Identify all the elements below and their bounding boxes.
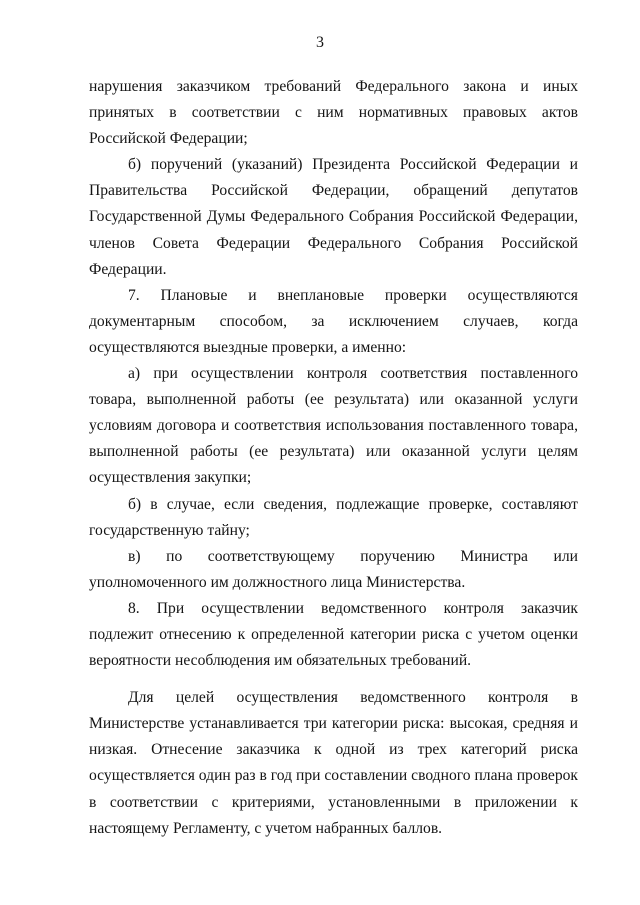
paragraph-item-b-state-secret: б) в случае, если сведения, подлежащие проверке, составляют государственную тайну;	[89, 495, 578, 539]
paragraph-7-inspections: 7. Плановые и внеплановые проверки осуществляются документарным способом, за исключением случаев, когда осуществляются выездные проверки, а именно:	[89, 286, 578, 356]
page-number: 3	[316, 34, 324, 51]
paragraph-item-a-control: а) при осуществлении контроля соответствия поставленного товара, выполненной работы (ее результата) или оказанной услуги условиям договора и соответствия использования поставленного товара, выполненной работы (ее результата) или оказанной услуги целям осуществления закупки;	[89, 365, 578, 487]
paragraph-8-risk-category: 8. При осуществлении ведомственного контроля заказчик подлежит отнесению к определенной категории риска с учетом оценки вероятности несоблюдения им обязательных требований.	[89, 599, 578, 670]
paragraph-item-b-instructions: б) поручений (указаний) Президента Российской Федерации и Правительства Российской Федерации, обращений депутатов Государственной Думы Федерального Собрания Российской Федерации, членов Совета Федерации Федерального Собрания Российской Федерации.	[89, 156, 578, 278]
paragraph-item-v-minister-order: в) по соответствующему поручению Министра или уполномоченного им должностного лица Министерства.	[89, 547, 578, 591]
paragraph-continuation: нарушения заказчиком требований Федерального закона и иных принятых в соответствии с ним нормативных правовых актов Российской Федерации;	[89, 78, 578, 148]
document-body	[89, 74, 578, 842]
paragraph-risk-levels: Для целей осуществления ведомственного контроля в Министерстве устанавливается три категории риска: высокая, средняя и низкая. Отнесение заказчика к одной из трех категорий риска осуществляется один раз в год при составлении сводного плана проверок в соответствии с критериями, установленными в приложении к настоящему Регламенту, с учетом набранных баллов.	[89, 689, 578, 837]
